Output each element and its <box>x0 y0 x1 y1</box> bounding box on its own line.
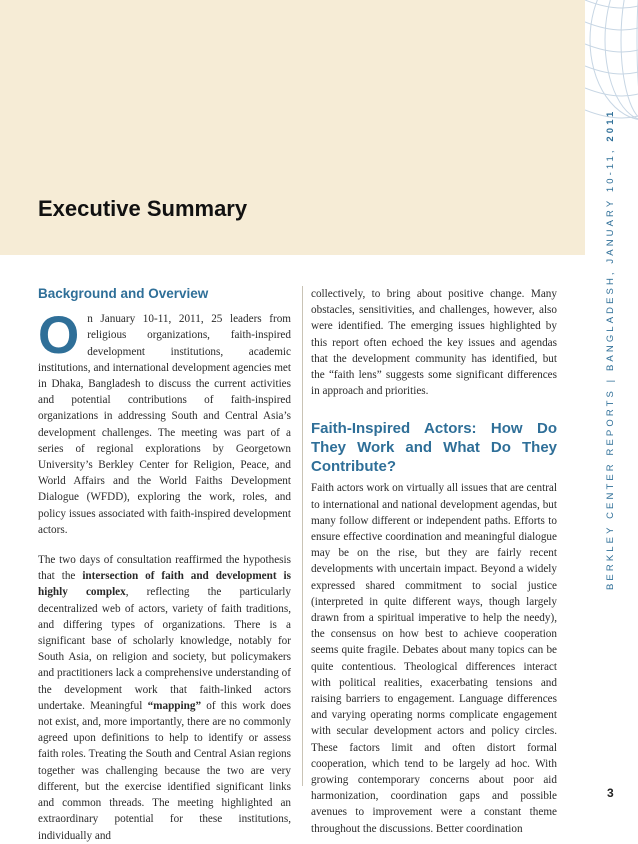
faith-actors-paragraph: Faith actors work on virtually all issues that are central to international and national development agendas, but many follow different or independent paths. Efforts to ensure effective coordination and meaningful dialogue may be on the rise, but they are fairly recent developments with uncertain impact. Beyond a widely expressed shared commitment to social justice (interpreted in quite different ways, though largely drawn from a spiritual imperative to help the needy), the consensus on how best to achieve cooperation seems quite fragile. Debates about many topics can be quite contentious. Theological differences interact with political realities, exacerbating tensions and raising barriers to engagement. Language differences and varying operating norms complicate engagement with secular development actors and policy circles. These factors limit and often distort formal cooperation, which tend to be largely ad hoc. With growing contemporary concerns about poor aid harmonization, coordination gaps and possible avenues to improvement were a constant theme throughout the discussions. Better coordination <box>311 482 557 835</box>
section-heading-faith-actors: Faith-Inspired Actors: How Do They Work and What Do They Contribute? <box>311 420 557 476</box>
text-run: The two days of consultation reaffirmed the hypothesis that the <box>38 554 291 583</box>
intro-paragraph <box>38 306 291 538</box>
column-divider <box>302 286 303 786</box>
emphasis-mapping: “mapping” <box>147 699 202 712</box>
side-running-header <box>605 109 616 590</box>
emphasis-intersection: intersection of faith and development is highly complex <box>38 570 291 599</box>
right-column <box>311 286 557 837</box>
intro-text: n January 10-11, 2011, 25 leaders from religious organizations, faith-inspired development institutions, academic institutions, and international development agencies met in Dhaka, Bangladesh to discuss the current activities and potential contributions of faith-inspired organizations in addressing South and Central Asia’s development challenges. The meeting was part of a series of regional explorations by Georgetown University’s Berkley Center for Religion, Peace, and World Affairs and the World Faiths Development Dialogue (WFDD), exploring the work, roles, and policy issues associated with faith-inspired development actors. <box>38 313 291 536</box>
consultation-paragraph <box>38 552 291 844</box>
text-run: of this work does not exist, and, more importantly, there are no commonly agreed upon definitions to help to identify or assess faith roles. Treating the South and Central Asian regions together was challenging because the two are very different, but the exercise identified significant links and common threads. The meeting highlighted an extraordinary potential for these institutions, individually and <box>38 699 291 842</box>
section-heading-background: Background and Overview <box>38 286 209 301</box>
page-number: 3 <box>607 786 614 800</box>
drop-cap: O <box>38 306 80 366</box>
left-column <box>38 286 291 844</box>
side-label-year: 2011 <box>605 108 616 142</box>
continuation-paragraph: collectively, to bring about positive change. Many obstacles, sensitivities, and challenges, however, also were identified. The emerging issues highlighted by this report often echoed the key issues and agendas that the development community has identified, but the “faith lens” suggests some significant differences in approach and priorities. <box>311 288 557 398</box>
text-run: , reflecting the particularly decentralized web of actors, variety of faith traditions, and differing types of organizations. There is a significant base of scholarly knowledge, notably for South Asia, on religion and society, but policymakers and practitioners lack a comprehensive understanding of the development work that faith-linked actors undertake. Meaningful <box>38 586 291 712</box>
page-title: Executive Summary <box>38 196 248 221</box>
side-label-text: BERKLEY CENTER REPORTS | BANGLADESH, JANUARY 10-11, <box>605 141 616 590</box>
